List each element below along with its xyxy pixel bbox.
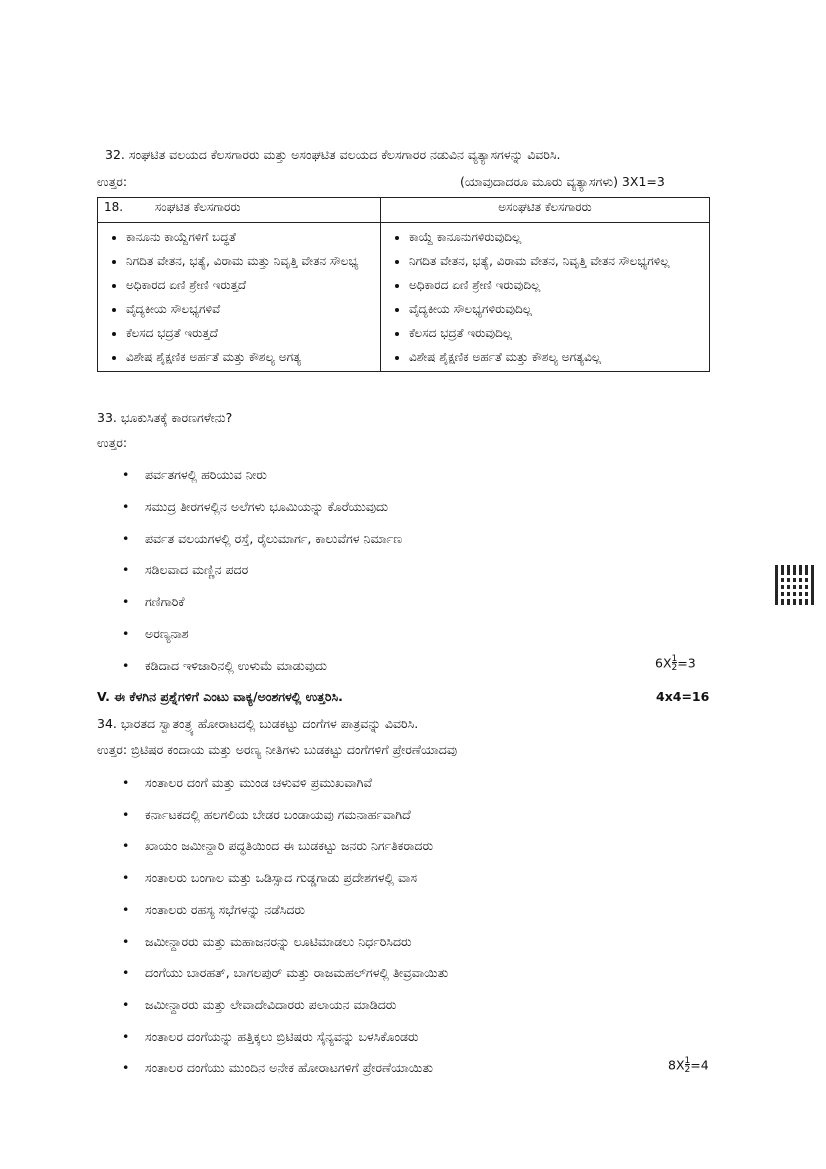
- list-item: • ವೈದ್ಯಕೀಯ ಸೌಲಭ್ಯಗಳಿರುವುದಿಲ್ಲ: [409, 297, 703, 321]
- col1-header: ಸಂಘಟಿತ ಕೆಲಸಗಾರರು: [154, 200, 241, 214]
- num: 1: [671, 654, 678, 664]
- bullet-text: ಸಂತಾಲರ ದಂಗೆಯನ್ನು ಹತ್ತಿಕ್ಕಲು ಬ್ರಿಟಿಷರು ಸೈನ್ಯವನ್ನು ಬಳಸಿಕೊಂಡರು: [145, 1028, 419, 1044]
- den: 2: [684, 1065, 691, 1075]
- marks-post: =4: [690, 1057, 709, 1073]
- col2-cell: [381, 223, 710, 372]
- q34-answer: ಉತ್ತರ: ಬ್ರಿಟಿಷರ ಕಂದಾಯ ಮತ್ತು ಅರಣ್ಯ ನೀತಿಗಳು ಬುಡಕಟ್ಟು ದಂಗೆಗಳಿಗೆ ಪ್ರೇರಣೆಯಾದವು: [97, 742, 458, 757]
- den: 2: [671, 663, 678, 673]
- bullet-text: ದಂಗೆಯು ಬಾರಹತ್, ಬಾಗಲಪುರ್ ಮತ್ತು ರಾಜಮಹಲ್‌ಗಳಲ್ಲಿ ತೀವ್ರವಾಯಿತು: [145, 965, 449, 981]
- list-item: • ವೈದ್ಯಕೀಯ ಸೌಲಭ್ಯಗಳಿವೆ: [126, 297, 374, 321]
- bullet-text: ಗಣಿಗಾರಿಕೆ: [145, 594, 185, 610]
- col2-header: ಅಸಂಘಟಿತ ಕೆಲಸಗಾರರು: [381, 198, 710, 223]
- bullet-text: ಖಾಯಂ ಜಮೀನ್ದಾರಿ ಪದ್ಧತಿಯಿಂದ ಈ ಬುಡಕಟ್ಟು ಜನರು ನಿರ್ಗತಿಕರಾದರು: [145, 838, 434, 854]
- num: 1: [684, 1056, 691, 1066]
- bullet-text: ಸಂತಾಲರು ರಹಸ್ಯ ಸಭೆಗಳನ್ನು ನಡೆಸಿದರು: [145, 901, 306, 917]
- q33-question: 33. ಭೂಕುಸಿತಕ್ಕೆ ಕಾರಣಗಳೇನು?: [97, 410, 233, 425]
- q34-marks: [668, 1057, 709, 1075]
- bullet-text: ಜಮೀನ್ದಾರರು ಮತ್ತು ಲೇವಾದೇವಿದಾರರು ಪಲಾಯನ ಮಾಡಿದರು: [145, 996, 397, 1012]
- q32-answer-label: ಉತ್ತರ:: [97, 174, 128, 189]
- col1-cell: [98, 223, 381, 372]
- section-v-marks: 4x4=16: [656, 689, 710, 704]
- table-header-organized: [98, 198, 381, 223]
- bullet-text: ಪರ್ವತಗಳಲ್ಲಿ ಹರಿಯುವ ನೀರು: [145, 467, 267, 482]
- q33-marks: [655, 655, 696, 673]
- bullet-text: ಜಮೀನ್ದಾರರು ಮತ್ತು ಮಹಾಜನರನ್ನು ಲೂಟಿಮಾಡಲು ನಿರ್ಧರಿಸಿದರು: [145, 933, 412, 949]
- bullet-text: ಸಮುದ್ರ ತೀರಗಳಲ್ಲಿನ ಅಲೆಗಳು ಭೂಮಿಯನ್ನು ಕೊರೆಯುವುದು: [145, 498, 389, 514]
- list-item: • ಅಧಿಕಾರದ ಏಣಿ ಶ್ರೇಣಿ ಇರುತ್ತದೆ: [126, 273, 374, 297]
- list-item: • ವಿಶೇಷ ಶೈಕ್ಷಣಿಕ ಅರ್ಹತೆ ಮತ್ತು ಕೌಶಲ್ಯ ಅಗತ್ಯ: [126, 345, 374, 369]
- list-item: • ಕೆಲಸದ ಭದ್ರತೆ ಇರುತ್ತದೆ: [126, 321, 374, 345]
- q33-answer-label: ಉತ್ತರ:: [97, 435, 128, 450]
- comparison-table: [97, 197, 710, 372]
- bullet-text: ಕರ್ನಾಟಕದಲ್ಲಿ ಹಲಗಲಿಯ ಬೇಡರ ಬಂಡಾಯವು ಗಮನಾರ್ಹವಾಗಿದೆ: [145, 806, 411, 822]
- bullet-text: ಸಂತಾಲರ ದಂಗೆ ಮತ್ತು ಮುಂಡ ಚಳುವಳಿ ಪ್ರಮುಖವಾಗಿವೆ: [145, 775, 373, 790]
- q32-question: 32. ಸಂಘಟಿತ ವಲಯದ ಕೆಲಸಗಾರರು ಮತ್ತು ಅಸಂಘಟಿತ ವಲಯದ ಕೆಲಸಗಾರರ ನಡುವಿನ ವ್ಯತ್ಯಾಸಗಳನ್ನು ವಿವರಿಸಿ.: [105, 147, 561, 162]
- section-v-title: V. ಈ ಕೆಳಗಿನ ಪ್ರಶ್ನೆಗಳಿಗೆ ಎಂಟು ವಾಕ್ಯ/ಅಂಶಗಳಲ್ಲಿ ಉತ್ತರಿಸಿ.: [97, 689, 343, 704]
- q34-question: 34. ಭಾರತದ ಸ್ವಾತಂತ್ರ್ಯ ಹೋರಾಟದಲ್ಲಿ ಬುಡಕಟ್ಟು ದಂಗೆಗಳ ಪಾತ್ರವನ್ನು ವಿವರಿಸಿ.: [97, 716, 419, 731]
- qr-code-icon: [775, 565, 817, 605]
- list-item: • ನಿಗದಿತ ವೇತನ, ಭತ್ಯೆ, ವಿರಾಮ ಮತ್ತು ನಿವೃತ್ತಿ ವೇತನ ಸೌಲಭ್ಯ: [126, 249, 374, 273]
- marks-pre: 8X: [668, 1057, 685, 1073]
- list-item: • ಅಧಿಕಾರದ ಏಣಿ ಶ್ರೇಣಿ ಇರುವುದಿಲ್ಲ: [409, 273, 703, 297]
- marks-post: =3: [677, 655, 696, 671]
- list-item: • ಕಾಯ್ದೆ ಕಾನೂನುಗಳಿರುವುದಿಲ್ಲ: [409, 225, 703, 249]
- list-item: • ಕಾನೂನು ಕಾಯ್ದೆಗಳಿಗೆ ಬದ್ಧತೆ: [126, 225, 374, 249]
- bullet-text: ಸಂತಾಲರ ದಂಗೆಯು ಮುಂದಿನ ಅನೇಕ ಹೋರಾಟಗಳಿಗೆ ಪ್ರೇರಣೆಯಾಯಿತು: [145, 1060, 433, 1076]
- list-item: • ವಿಶೇಷ ಶೈಕ್ಷಣಿಕ ಅರ್ಹತೆ ಮತ್ತು ಕೌಶಲ್ಯ ಅಗತ್ಯವಿಲ್ಲ: [409, 345, 703, 369]
- bullet-text: ಸಂತಾಲರು ಬಂಗಾಲ ಮತ್ತು ಒಡಿಸ್ಸಾದ ಗುಡ್ಡಗಾಡು ಪ್ರದೇಶಗಳಲ್ಲಿ ವಾಸ: [145, 870, 418, 886]
- q32-marks: (ಯಾವುದಾದರೂ ಮೂರು ವ್ಯತ್ಯಾಸಗಳು) 3X1=3: [460, 174, 665, 189]
- table-number: 18.: [104, 200, 124, 214]
- list-item: • ನಿಗದಿತ ವೇತನ, ಭತ್ಯೆ, ವಿರಾಮ ವೇತನ, ನಿವೃತ್ತಿ ವೇತನ ಸೌಲಭ್ಯಗಳಿಲ್ಲ: [409, 249, 703, 273]
- list-item: • ಕೆಲಸದ ಭದ್ರತೆ ಇರುವುದಿಲ್ಲ: [409, 321, 703, 345]
- bullet-text: ಕಡಿದಾದ ಇಳಿಜಾರಿನಲ್ಲಿ ಉಳುಮೆ ಮಾಡುವುದು: [145, 657, 327, 673]
- bullet-text: ಸಡಿಲವಾದ ಮಣ್ಣಿನ ಪದರ: [145, 562, 249, 578]
- marks-pre: 6X: [655, 655, 672, 671]
- bullet-text: ಅರಣ್ಯನಾಶ: [145, 626, 189, 641]
- bullet-text: ಪರ್ವತ ವಲಯಗಳಲ್ಲಿ ರಸ್ತೆ, ರೈಲುಮಾರ್ಗ, ಕಾಲುವೆಗಳ ನಿರ್ಮಾಣ: [145, 530, 403, 546]
